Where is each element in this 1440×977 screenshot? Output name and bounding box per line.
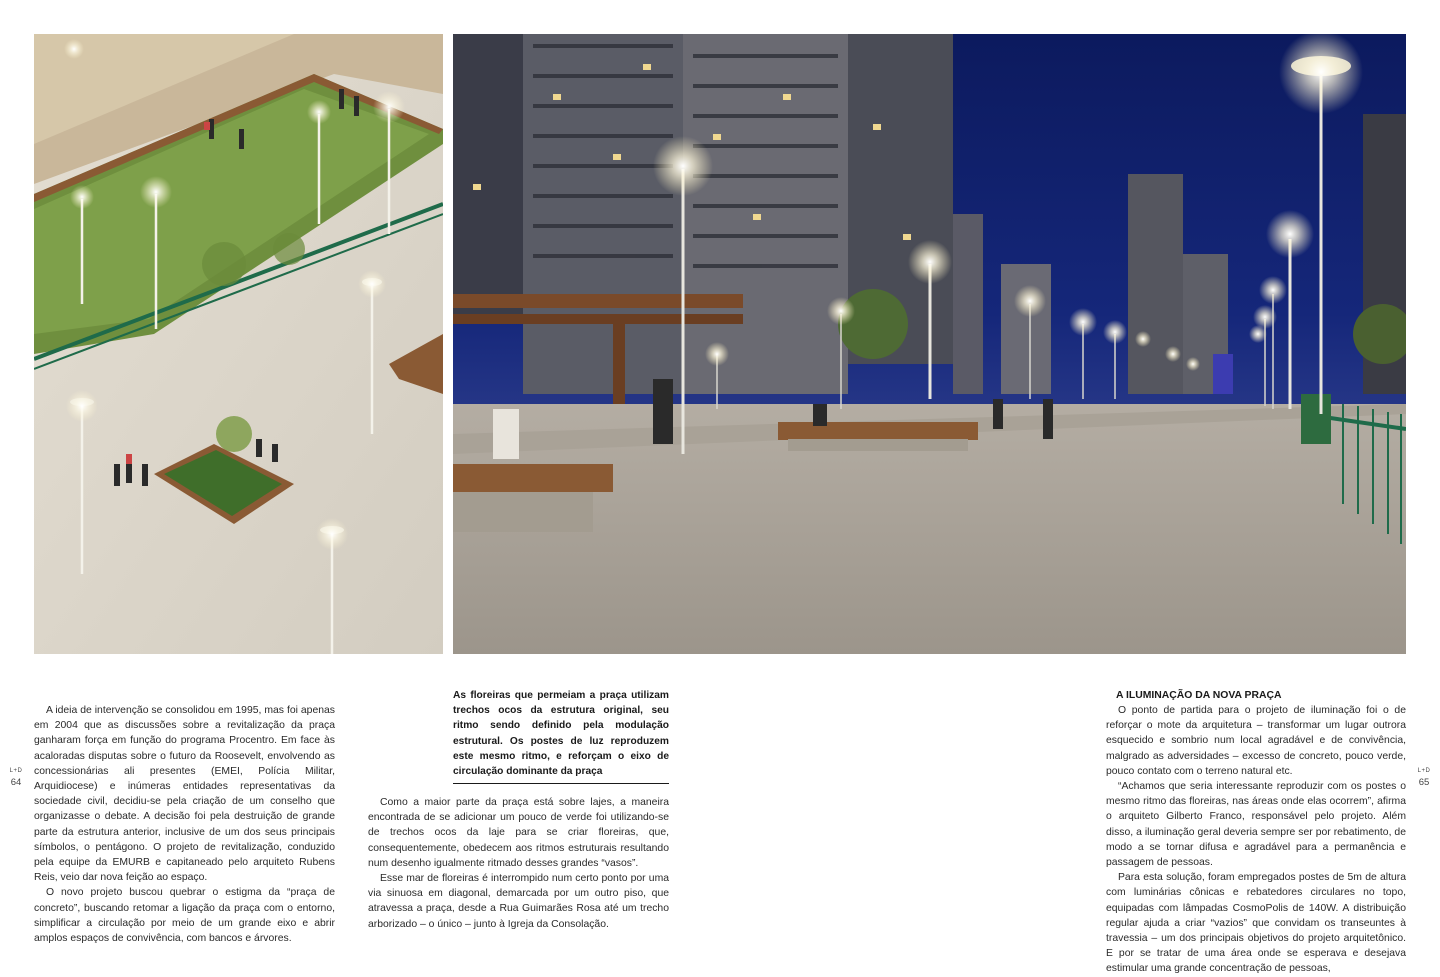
photo-caption: As floreiras que permeiam a praça utilizam trechos ocos da estrutura original, seu ritmo sendo definido pela modulação estrutural. Os postes de luz reproduzem este mesmo ritmo, e reforçam o eixo de circulação dominante da praça: [453, 688, 669, 784]
paragraph: Como a maior parte da praça está sobre lajes, a maneira encontrada de se adicionar um pouco de verde foi utilizando-se de trechos ocos da laje para se criar floreiras, que, consequentemente, obedecem aos ritmos estruturais resultando num desenho igualmente ritmado desses grandes “vasos”.: [368, 797, 669, 869]
paragraph: Esse mar de floreiras é interrompido num certo ponto por uma via sinuosa em diagonal, demarcada por um outro piso, que atravessa a praça, desde a Rua Guimarães Rosa até um trecho arborizado – o único – junto à Igreja da Consolação.: [368, 873, 669, 930]
paragraph: Para esta solução, foram empregados postes de 5m de altura com luminárias cônicas e rebatedores circulares no topo, equipadas com lâmpadas CosmoPolis de 140W. A distribuição regular ajuda a criar “vazios” que convidam os transeuntes à travessia – um dos principais objetivos do projeto arquitetônico. E por se tratar de uma área onde se esperava e desejava estimular uma grande concentração de pessoas,: [1106, 872, 1406, 975]
paragraph: “Achamos que seria interessante reproduzir com os postes o mesmo ritmo das floreiras, nas áreas onde elas ocorrem”, afirma o arquiteto Gilberto Franco, responsável pelo projeto. Além disso, a iluminação geral deveria sempre ser por rebatimento, de modo a se tornar difusa e agradável para a permanência e passagem de pessoas.: [1106, 781, 1406, 869]
article-column-2: [368, 795, 669, 932]
photo-plaza-night: [453, 34, 1406, 654]
paragraph: A ideia de intervenção se consolidou em 1995, mas foi apenas em 2004 que as discussões sobre a revitalização da praça ganharam força em função do programa Procentro. Em face às acaloradas disputas sobre o futuro da Roosevelt, envolvendo as concessionárias ali presentes (EMEI, Polícia Militar, Arquidiocese) e inúmeras entidades representativas da sociedade civil, decidiu-se pela criação de um conselho que organizasse o debate. A decisão foi pela destruição de grande parte da estrutura anterior, inclusive de um dos seus principais símbolos, o pentágono. O projeto de revitalização, conduzido pela equipe da EMURB e capitaneado pelo arquiteto Rubens Reis, veio dar nova feição ao espaço.: [34, 705, 335, 884]
paragraph: O ponto de partida para o projeto de iluminação foi o de reforçar o mote da arquitetura – transformar um lugar outrora esquecido e sombrio num local agradável e de convivência, malgrado as adversidades – excesso de concreto, pouco verde, pouco contato com o terreno natural etc.: [1106, 705, 1406, 777]
page-number: 65: [1418, 777, 1430, 788]
page-folio-left: [6, 768, 26, 788]
article-column-1: [34, 703, 335, 946]
page-number: 64: [10, 777, 22, 788]
magazine-brand: L+D: [9, 768, 23, 774]
magazine-brand: L+D: [1417, 768, 1431, 774]
section-heading: A ILUMINAÇÃO DA NOVA PRAÇA: [1116, 690, 1282, 701]
paragraph: O novo projeto buscou quebrar o estigma da “praça de concreto”, buscando retomar a ligação da praça com o entorno, simplificar a circulação por meio de um grande eixo e abrir amplos espaços de convivência, com bancos e árvores.: [34, 887, 335, 945]
page-folio-right: [1414, 768, 1434, 788]
article-column-3: [1106, 703, 1406, 977]
photo-aerial-plaza: [34, 34, 443, 654]
